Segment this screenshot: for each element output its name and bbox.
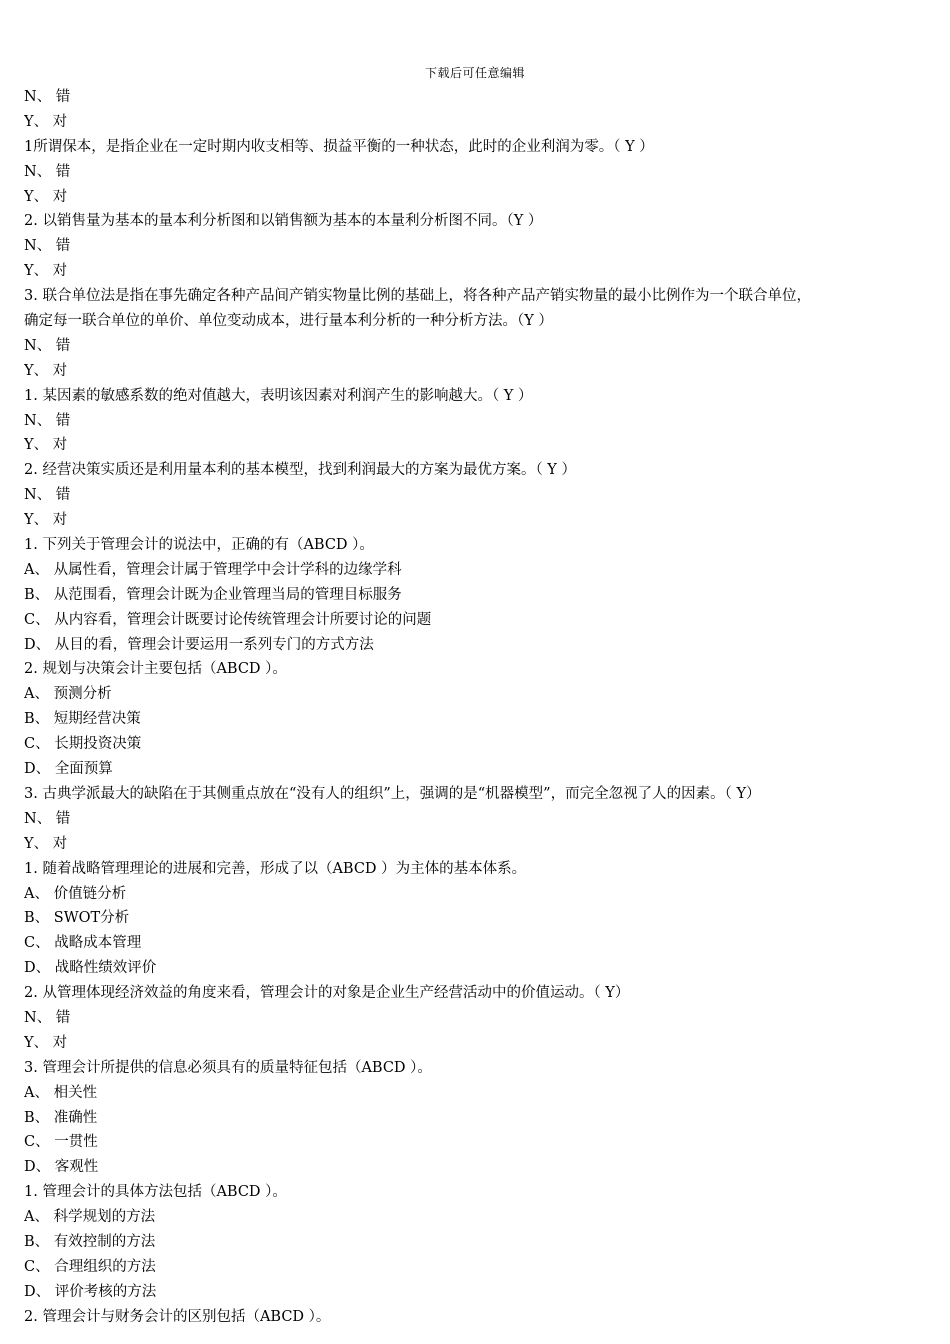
text-line: Y、 对: [24, 512, 68, 529]
text-line: N、 错: [24, 810, 71, 827]
text-line: A、 从属性看，管理会计属于管理学中会计学科的边缘学科: [24, 561, 402, 578]
text-line: D、 全面预算: [24, 761, 113, 778]
text-line: C、 合理组织的方法: [24, 1258, 156, 1275]
text-line: D、 客观性: [24, 1159, 99, 1176]
text-line: A、 预测分析: [24, 686, 112, 703]
text-line: N、 错: [24, 163, 71, 180]
text-line: 2. 从管理体现经济效益的角度来看，管理会计的对象是企业生产经营活动中的价值运动。（ Y）: [24, 985, 630, 1002]
text-line: 2. 管理会计与财务会计的区别包括（ABCD ）。: [24, 1308, 331, 1325]
text-line: B、 SWOT分析: [24, 910, 130, 927]
text-line: D、 评价考核的方法: [24, 1283, 157, 1300]
text-line: C、 从内容看，管理会计既要讨论传统管理会计所要讨论的问题: [24, 611, 432, 628]
text-line: 1所谓保本，是指企业在一定时期内收支相等、损益平衡的一种状态，此时的企业利润为零。（ Y ）: [24, 138, 654, 155]
text-line: 3. 管理会计所提供的信息必须具有的质量特征包括（ABCD ）。: [24, 1059, 432, 1076]
text-line: N、 错: [24, 89, 71, 105]
text-line: N、 错: [24, 337, 71, 354]
text-line: 1. 管理会计的具体方法包括（ABCD ）。: [24, 1184, 287, 1201]
text-line: B、 准确性: [24, 1109, 98, 1126]
text-line: N、 错: [24, 487, 71, 504]
text-line: B、 短期经营决策: [24, 711, 141, 728]
text-line: N、 错: [24, 238, 71, 255]
document-body: [24, 85, 944, 1330]
text-line: 确定每一联合单位的单价、单位变动成本，进行量本利分析的一种分析方法。（Y ）: [24, 313, 553, 330]
text-line: A、 价值链分析: [24, 885, 127, 902]
text-line: Y、 对: [24, 188, 68, 205]
text-line: Y、 对: [24, 437, 68, 454]
text-line: 3. 古典学派最大的缺陷在于其侧重点放在“没有人的组织”上，强调的是“机器模型”，而完全忽视了人的因素。（ Y）: [24, 785, 761, 802]
text-line: 1. 下列关于管理会计的说法中，正确的有（ABCD ）。: [24, 537, 374, 554]
text-line: 3. 联合单位法是指在事先确定各种产品间产销实物量比例的基础上，将各种产品产销实物量的最小比例作为一个联合单位，: [24, 288, 811, 305]
text-line: 1. 某因素的敏感系数的绝对值越大，表明该因素对利润产生的影响越大。（ Y ）: [24, 387, 533, 404]
text-line: C、 一贯性: [24, 1134, 98, 1151]
text-line: A、 相关性: [24, 1084, 98, 1101]
text-line: A、 科学规划的方法: [24, 1209, 156, 1226]
text-line: 2. 以销售量为基本的量本利分析图和以销售额为基本的本量利分析图不同。（Y ）: [24, 213, 543, 230]
text-line: B、 从范围看，管理会计既为企业管理当局的管理目标服务: [24, 586, 402, 603]
text-line: D、 从目的看，管理会计要运用一系列专门的方式方法: [24, 636, 374, 653]
text-line: Y、 对: [24, 113, 68, 130]
text-line: 2. 经营决策实质还是利用量本利的基本模型，找到利润最大的方案为最优方案。（ Y ）: [24, 462, 576, 479]
text-line: C、 长期投资决策: [24, 736, 142, 753]
text-line: B、 有效控制的方法: [24, 1233, 156, 1250]
text-line: Y、 对: [24, 362, 68, 379]
page-header-note: 下载后可任意编辑: [424, 66, 525, 80]
text-line: Y、 对: [24, 1034, 68, 1051]
text-line: D、 战略性绩效评价: [24, 960, 157, 977]
text-line: Y、 对: [24, 263, 68, 280]
text-line: N、 错: [24, 412, 71, 429]
text-line: Y、 对: [24, 835, 68, 852]
text-line: C、 战略成本管理: [24, 935, 142, 952]
text-line: 2. 规划与决策会计主要包括（ABCD ）。: [24, 661, 287, 678]
text-line: N、 错: [24, 1009, 71, 1026]
text-line: 1. 随着战略管理理论的进展和完善，形成了以（ABCD ）为主体的基本体系。: [24, 860, 527, 877]
